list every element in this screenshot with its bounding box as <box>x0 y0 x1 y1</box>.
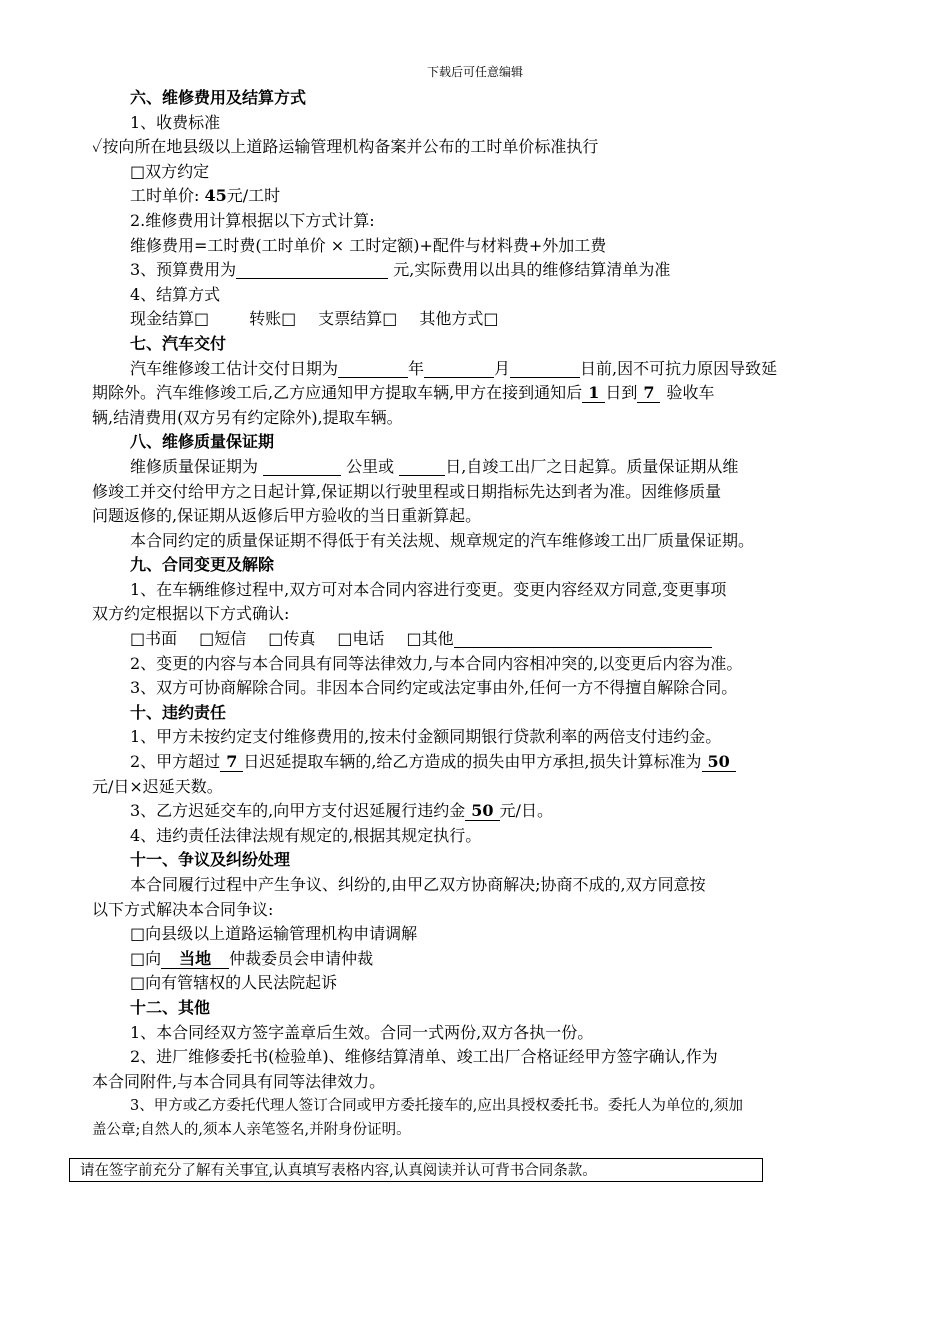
pay-check-checkbox[interactable]: 支票结算□ <box>318 309 398 329</box>
s6-line-8: 4、结算方式 <box>130 284 221 304</box>
s6-line-2-text: 按向所在地县级以上道路运输管理机构备案并公布的工时单价标准执行 <box>102 137 599 157</box>
s7-line-2 <box>92 381 872 406</box>
s12-line-1: 1、本合同经双方签字盖章后生效。合同一式两份,双方各执一份。 <box>130 1022 594 1042</box>
delivery-year-blank[interactable] <box>338 359 408 378</box>
confirm-written-checkbox[interactable]: □书面 <box>130 629 178 649</box>
pay-other-checkbox[interactable]: 其他方式□ <box>419 309 499 329</box>
header-note: 下载后可任意编辑 <box>426 65 523 79</box>
s10-line-3-head: 3、乙方迟延交车的,向甲方支付迟延履行违约金 <box>130 801 466 821</box>
s8-line-2: 修竣工并交付给甲方之日起计算,保证期以行驶里程或日期指标先达到者为准。因维修质量 <box>92 481 722 501</box>
dispute-option-court[interactable]: □向有管辖权的人民法院起诉 <box>130 973 338 993</box>
s9-line-4: 3、双方可协商解除合同。非因本合同约定或法定事由外,任何一方不得擅自解除合同。 <box>130 678 738 698</box>
s10-line-2 <box>92 750 872 775</box>
s6-line-3: □双方约定 <box>130 161 210 181</box>
s6-line-6: 维修费用=工时费(工时单价 × 工时定额)+配件与材料费+外加工费 <box>130 235 607 255</box>
pay-transfer-checkbox[interactable]: 转账□ <box>249 309 297 329</box>
delivery-date-label: 汽车维修竣工估计交付日期为 <box>130 358 339 378</box>
pickup-days-to: 7 <box>637 383 660 403</box>
s10-line-3 <box>92 799 872 824</box>
s10-line-2-mid: 日迟延提取车辆的,给乙方造成的损失由甲方承担,损失计算标准为 <box>243 752 702 772</box>
pay-cash-checkbox[interactable]: 现金结算□ <box>130 309 210 329</box>
s12-line-3: 本合同附件,与本合同具有同等法律效力。 <box>92 1071 386 1091</box>
s11-line-2: 以下方式解决本合同争议: <box>92 899 274 919</box>
arbitration-tail: 仲裁委员会申请仲裁 <box>229 948 374 968</box>
section-12-title: 十二、其他 <box>130 997 211 1017</box>
late-pickup-fee: 50 <box>702 752 736 772</box>
section-11-title: 十一、争议及纠纷处理 <box>130 850 291 870</box>
confirm-fax-checkbox[interactable]: □传真 <box>268 629 316 649</box>
late-pickup-days: 7 <box>220 752 243 772</box>
labor-rate-value: 45 <box>204 186 227 206</box>
delivery-month-blank[interactable] <box>424 359 494 378</box>
s8-line-1-tail: 日,自竣工出厂之日起算。质量保证期从维 <box>445 456 739 476</box>
s7-line-3: 辆,结清费用(双方另有约定除外),提取车辆。 <box>92 407 403 427</box>
s8-line-3: 问题返修的,保证期从返修后甲方验收的当日重新算起。 <box>92 506 482 526</box>
month-label: 月 <box>494 358 511 378</box>
s6-line-2 <box>92 135 872 160</box>
s10-line-2b: 元/日×迟延天数。 <box>92 776 223 796</box>
s9-line-2: 双方约定根据以下方式确认: <box>92 604 290 624</box>
dispute-option-arbitration[interactable] <box>92 947 872 972</box>
s8-line-4: 本合同约定的质量保证期不得低于有关法规、规章规定的汽车维修竣工出厂质量保证期。 <box>130 530 755 550</box>
warranty-km-label: 公里或 <box>341 456 400 476</box>
confirm-options <box>92 627 872 652</box>
warranty-days-blank[interactable] <box>399 457 445 476</box>
s9-line-3: 2、变更的内容与本合同具有同等法律效力,与本合同内容相冲突的,以变更后内容为准。 <box>130 653 743 673</box>
budget-blank[interactable] <box>236 260 388 279</box>
confirm-sms-checkbox[interactable]: □短信 <box>199 629 247 649</box>
s7-line-2-text: 期除外。汽车维修竣工后,乙方应通知甲方提取车辆,甲方在接到通知后 <box>92 383 583 403</box>
arbitration-place: 当地 <box>161 949 229 969</box>
s10-line-4: 4、违约责任法律法规有规定的,根据其规定执行。 <box>130 825 482 845</box>
confirm-other-checkbox[interactable]: □其他 <box>406 629 454 649</box>
section-10-title: 十、违约责任 <box>130 702 227 722</box>
labor-rate-unit: 元/工时 <box>226 186 281 206</box>
s9-line-1: 1、在车辆维修过程中,双方可对本合同内容进行变更。变更内容经双方同意,变更事项 <box>130 579 727 599</box>
contract-body <box>92 86 872 1142</box>
s10-line-2-head: 2、甲方超过 <box>130 752 221 772</box>
delivery-day-blank[interactable] <box>510 359 580 378</box>
s7-line-1-tail: 日前,因不可抗力原因导致延 <box>580 358 778 378</box>
section-7-title: 七、汽车交付 <box>130 333 227 353</box>
section-6-title: 六、维修费用及结算方式 <box>130 88 307 107</box>
s12-line-2: 2、进厂维修委托书(检验单)、维修结算清单、竣工出厂合格证经甲方签字确认,作为 <box>130 1047 718 1067</box>
section-8-title: 八、维修质量保证期 <box>130 432 275 452</box>
arbitration-head: □向 <box>130 948 162 968</box>
s6-line-4 <box>92 184 872 209</box>
s7-line-2-mid: 日到 <box>605 383 638 403</box>
s10-line-3-tail: 元/日。 <box>499 801 553 821</box>
confirm-other-blank[interactable] <box>454 629 712 648</box>
dispute-option-mediation[interactable]: □向县级以上道路运输管理机构申请调解 <box>130 924 418 944</box>
s10-line-1: 1、甲方未按约定支付维修费用的,按未付金额同期银行贷款利率的两倍支付违约金。 <box>130 727 722 747</box>
warranty-km-blank[interactable] <box>263 457 341 476</box>
pickup-days-from: 1 <box>582 383 605 403</box>
s7-line-1 <box>92 357 872 382</box>
signing-notice-box: 请在签字前充分了解有关事宜,认真填写表格内容,认真阅读并认可背书合同条款。 <box>69 1158 763 1182</box>
budget-label: 3、预算费用为 <box>130 260 237 280</box>
confirm-phone-checkbox[interactable]: □电话 <box>337 629 385 649</box>
budget-tail: 元,实际费用以出具的维修结算清单为准 <box>388 260 671 280</box>
payment-options <box>92 307 872 332</box>
s6-line-5: 2.维修费用计算根据以下方式计算: <box>130 210 375 230</box>
s7-line-2-tail: 验收车 <box>666 383 715 403</box>
year-label: 年 <box>408 358 425 378</box>
s12-line-4: 3、甲方或乙方委托代理人签订合同或甲方委托接车的,应出具授权委托书。委托人为单位的,须加 <box>130 1098 743 1115</box>
labor-rate-label: 工时单价: <box>130 186 205 206</box>
section-9-title: 九、合同变更及解除 <box>130 555 275 575</box>
s11-line-1: 本合同履行过程中产生争议、纠纷的,由甲乙双方协商解决;协商不成的,双方同意按 <box>130 875 706 894</box>
warranty-label: 维修质量保证期为 <box>130 456 264 476</box>
s12-line-5: 盖公章;自然人的,须本人亲笔签名,并附身份证明。 <box>92 1122 411 1139</box>
check-mark-icon: ✓ <box>92 137 103 157</box>
s8-line-1 <box>92 455 872 480</box>
late-delivery-fee: 50 <box>465 801 499 821</box>
s6-line-1: 1、收费标准 <box>130 112 221 132</box>
s6-line-7 <box>92 258 872 283</box>
